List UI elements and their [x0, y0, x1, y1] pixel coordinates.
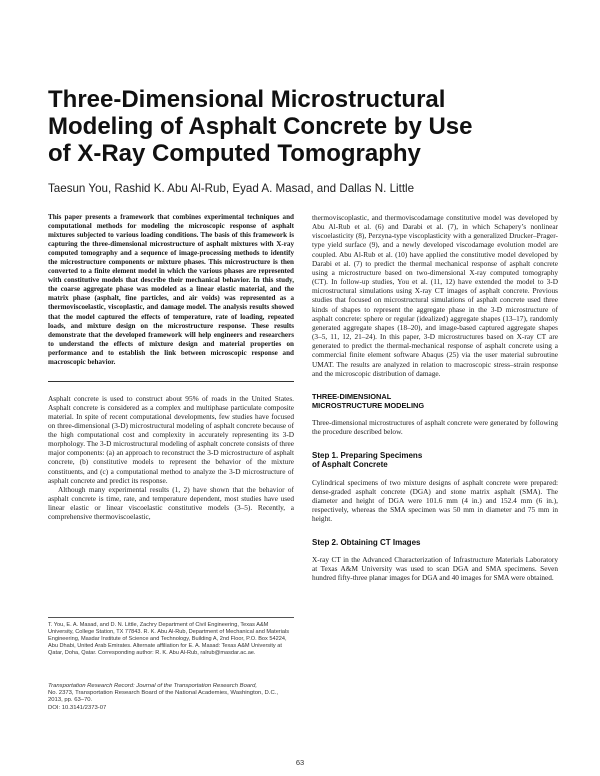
author-list: Taesun You, Rashid K. Abu Al-Rub, Eyad A. Masad, and Dallas N. Little	[48, 182, 415, 195]
left-column	[48, 213, 294, 521]
step-1-heading	[312, 451, 558, 470]
footnote-text: T. You, E. A. Masad, and D. N. Little, Zachry Department of Civil Engineering, Texas A&M University, College Station, TX 77843. R. K. Abu Al-Rub, Department of Mechanical and Materials Engineering, Masdar Institute of Science and Technology, Building A, 2nd Floor, P.O. Box 54224, Abu Dhabi, United Arab Emirates. Alternate affiliation for E. A. Masad: Texas A&M University at Qatar, Doha, Qatar. Corresponding author: R. K. Abu Al-Rub, ralrub@masdar.ac.ae.	[48, 622, 290, 656]
step-1-paragraph: Cylindrical specimens of two mixture designs of asphalt concrete were prepared: dense-graded asphalt concrete (DGA) and stone matrix asphalt (SMA). The diameter and height of DGA were 101.6 mm (4 in.) and 152.4 mm (6 in.), respectively, whereas the SMA specimen was 50 mm in diameter and 75 mm in height.	[312, 477, 558, 524]
step-2-paragraph: X-ray CT in the Advanced Characterization of Infrastructure Materials Laboratory at Texas A&M University was used to scan DGA and SMA specimens. Seven hundred fifty-three planar images for DGA and 40 images for SMA were obtained.	[312, 555, 558, 583]
section-heading-line-2: MICROSTRUCTURE MODELING	[312, 401, 425, 411]
page-number: 63	[295, 758, 305, 767]
affiliation-footnote	[48, 617, 294, 657]
abstract-divider	[48, 381, 294, 382]
section-heading-line-1: THREE-DIMENSIONAL	[312, 391, 392, 401]
journal-doi: DOI: 10.3141/2373-07	[48, 704, 107, 711]
journal-citation	[48, 683, 294, 712]
section-heading	[312, 392, 558, 410]
journal-details: No. 2373, Transportation Research Board of the National Academies, Washington, D.C., 2013, pp. 63–70.	[48, 690, 278, 704]
abstract: This paper presents a framework that combines experimental techniques and computational methods for modeling the microscopic response of asphalt mixtures subjected to various loading conditions. The basis of this framework is capturing the three-dimensional microstructure of asphalt mixtures with X-ray computed tomography and a sequence of image-processing methods to identify the microstructure components or mixture phases. This microstructure is then converted to a finite element model in which the various phases are represented with constitutive models that describe their mechanical behavior. In this study, the coarse aggregate phase was modeled as a linear elastic material, and the matrix phase (asphalt, fine particles, and air voids) was represented as a thermoviscoelastic, viscoplastic, and damage model. The analysis results showed that the model captured the effects of temperature, rate of loading, repeated loads, and mixture design on the microstructure response. These results demonstrate that the developed framework will help engineers and researchers to understand the effects of mixture design and material properties on performance and to establish the link between microscopic response and macroscopic behavior.	[48, 213, 294, 366]
intro-paragraph-1: Asphalt concrete is used to construct about 95% of roads in the United States. Asphalt concrete is considered as a complex and multiphase particulate composite material. In spite of recent computational developments, few studies have focused on three-dimensional (3-D) microstructural modeling of asphalt concrete because of the high computational cost and complexity in accurately representing its 3-D morphology. The 3-D microstructural modeling of asphalt concrete consists of three major components: (a) an approach to reconstruct the 3-D microstructure of asphalt concrete, (b) constitutive models to represent the behavior of the mixture constituents, and (c) a computational method to analyze the 3-D microstructure of asphalt concrete and predict its response.	[48, 393, 294, 485]
step-1-heading-line-1: Step 1. Preparing Specimens	[312, 450, 423, 460]
journal-name: Transportation Research Record: Journal of the Transportation Research Board,	[48, 683, 258, 689]
step-1-heading-line-2: of Asphalt Concrete	[312, 460, 388, 470]
literature-review-paragraph: thermoviscoplastic, and thermoviscodamage constitutive model was developed by Abu Al-Rub et al. (6) and Darabi et al. (7), in which Schapery’s nonlinear viscoelasticity (8), Perzyna-type viscoplasticity with a generalized Drucker–Prager-type yield surface (9), and a newly developed viscodamage evolution model are coupled. Abu Al-Rub et al. (10) have applied the constitutive model developed by Darabi et al. (7) to predict the thermal mechanical response of asphalt concrete using a microstructure based on two-dimensional X-ray computed tomography (CT). In follow-up studies, You et al. (11, 12) have extended the model to 3-D microstructural simulations using X-ray CT images of asphalt concrete. Previous studies that focused on microstructural simulations of asphalt concrete used three kinds of shapes to represent the aggregate phase in the 3-D microstructure of asphalt concrete: sphere or regular (idealized) aggregate shapes (13–17), randomly generated aggregate shapes (18–20), and image-based captured aggregate shapes (3–5, 11, 12, 21–24). In this paper, 3-D microstructures based on X-ray CT are generated to predict the thermal-mechanical response of asphalt concrete using a commercial finite element software Abaqus (25) via the user material subroutine UMAT. The results are analyzed in relation to macroscopic stress–strain response and the microscopic distribution of damage.	[312, 213, 558, 378]
paper-title: Three-Dimensional Microstructural Modeling of Asphalt Concrete by Use of X-Ray Computed Tomography	[48, 86, 473, 167]
intro-paragraph-2: Although many experimental results (1, 2) have shown that the behavior of asphalt concrete is time, rate, and temperature dependent, most studies have used linear elastic or linear viscoelastic constitutive models (3–5). Recently, a comprehensive thermoviscoelastic,	[48, 484, 294, 522]
section-intro-paragraph: Three-dimensional microstructures of asphalt concrete were generated by following the procedure described below.	[312, 418, 558, 437]
footnote-divider	[48, 617, 294, 618]
step-2-heading: Step 2. Obtaining CT Images	[312, 537, 421, 547]
right-column	[312, 213, 558, 583]
